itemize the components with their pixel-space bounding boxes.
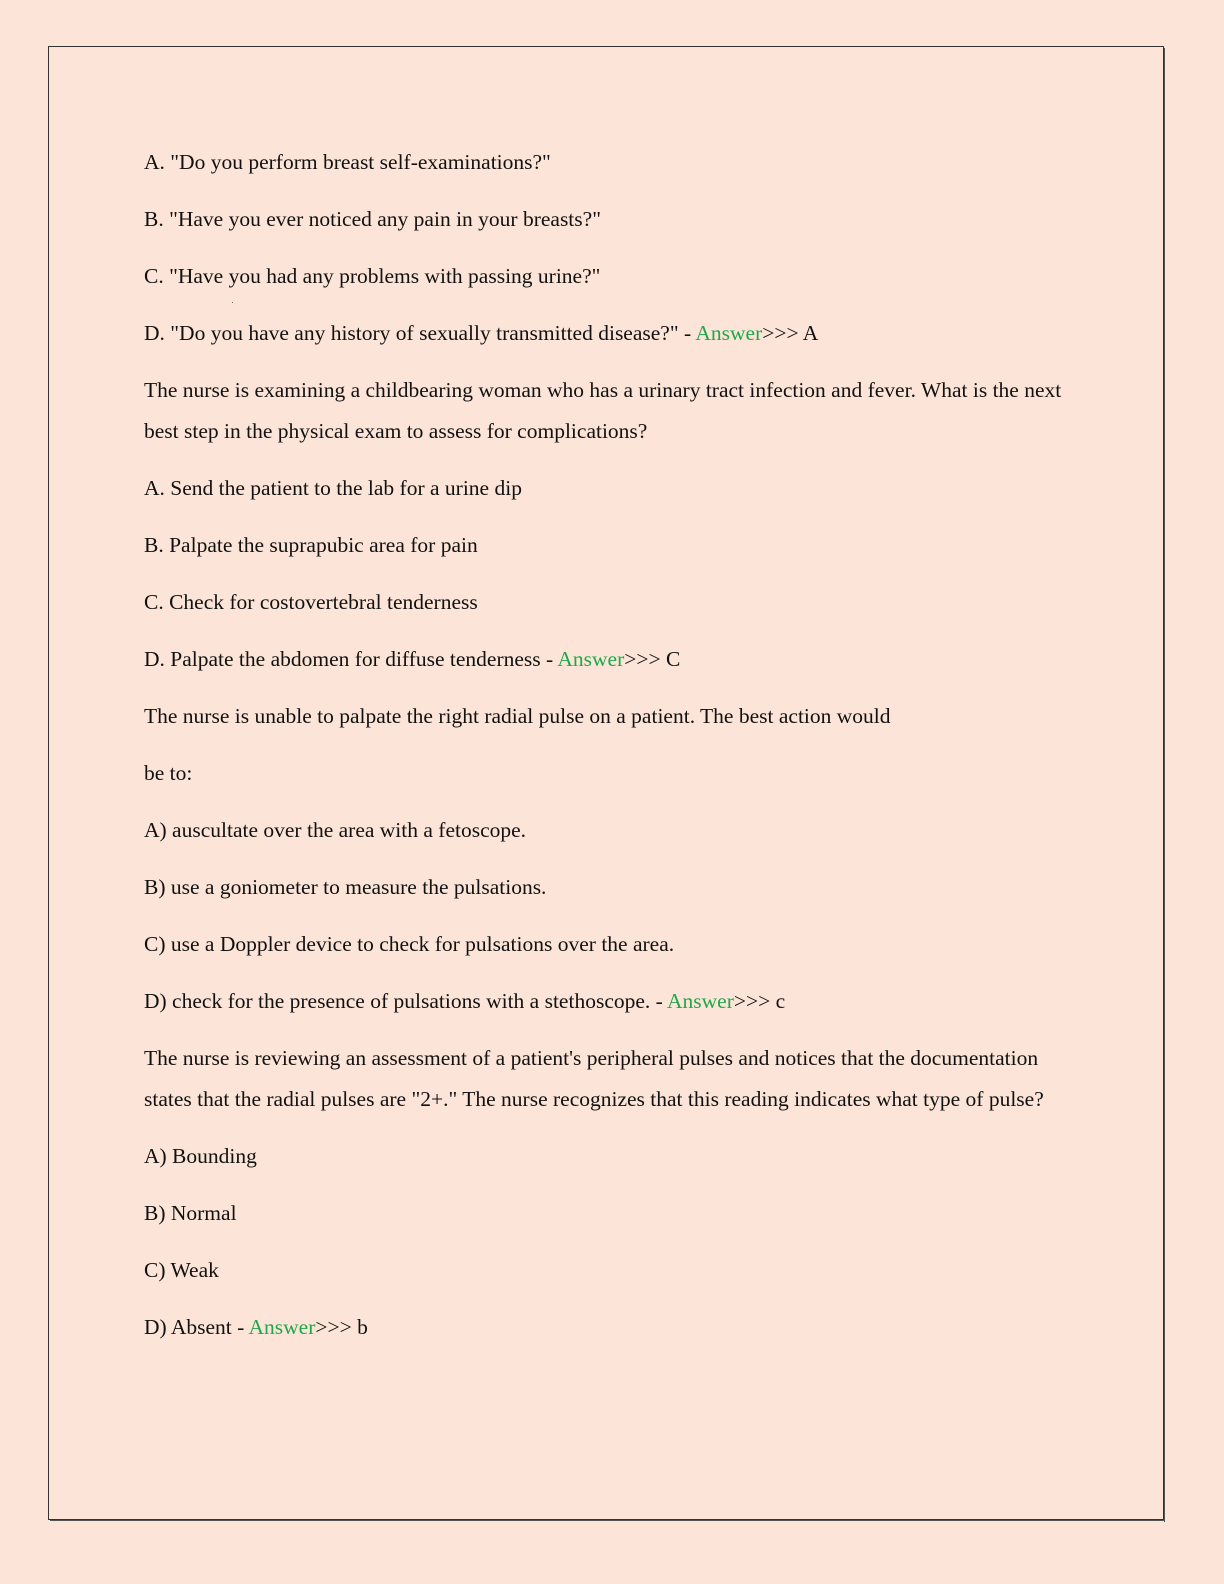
option-d: D. Palpate the abdomen for diffuse tenderness - Answer>>> C — [144, 647, 681, 671]
option-b: B) Normal — [144, 1201, 237, 1225]
option-a: A. Send the patient to the lab for a urine dip — [144, 476, 522, 500]
option-d: D) check for the presence of pulsations with a stethoscope. - Answer>>> c — [144, 989, 786, 1013]
question-block-2 — [144, 370, 1074, 680]
document-body — [144, 142, 1074, 1364]
option-d: D. "Do you have any history of sexually transmitted disease?" - Answer>>> A — [144, 321, 819, 345]
answer-value: >>> c — [733, 989, 786, 1013]
option-d: D) Absent - Answer>>> b — [144, 1315, 368, 1339]
answer-label: Answer — [667, 989, 734, 1013]
option-a: A) auscultate over the area with a fetoscope. — [144, 818, 527, 842]
option-a: A. "Do you perform breast self-examinations?" — [144, 150, 551, 174]
option-a: A) Bounding — [144, 1144, 257, 1168]
question-text: The nurse is examining a childbearing woman who has a urinary tract infection and fever. What is the next best step in the physical exam to assess for complications? — [144, 378, 1062, 443]
option-c: C) Weak — [144, 1258, 219, 1282]
question-text-line-2: be to: — [144, 761, 193, 785]
question-text-line-1: The nurse is unable to palpate the right radial pulse on a patient. The best action would — [144, 704, 891, 728]
option-b: B. Palpate the suprapubic area for pain — [144, 533, 478, 557]
option-c: C. Check for costovertebral tenderness — [144, 590, 478, 614]
question-text: The nurse is reviewing an assessment of a patient's peripheral pulses and notices that the documentation states that the radial pulses are "2+." The nurse recognizes that this reading indicates what type of pulse? — [144, 1046, 1044, 1111]
answer-value: >>> A — [762, 321, 819, 345]
option-b: B) use a goniometer to measure the pulsations. — [144, 875, 547, 899]
answer-value: >>> C — [624, 647, 681, 671]
question-block-4 — [144, 1038, 1074, 1348]
question-block-3 — [144, 696, 1074, 1022]
option-b: B. "Have you ever noticed any pain in your breasts?" — [144, 207, 601, 231]
answer-value: >>> b — [315, 1315, 368, 1339]
answer-label: Answer — [248, 1315, 316, 1339]
question-block-1 — [144, 142, 1074, 354]
page-border-bottom-edge — [50, 1520, 1165, 1521]
answer-label: Answer — [557, 647, 625, 671]
option-c: C) use a Doppler device to check for pulsations over the area. — [144, 932, 675, 956]
option-c: C. "Have you had any problems with passing urine?" — [144, 264, 601, 288]
page-border-right-edge — [1164, 48, 1165, 1522]
answer-label: Answer — [695, 321, 763, 345]
